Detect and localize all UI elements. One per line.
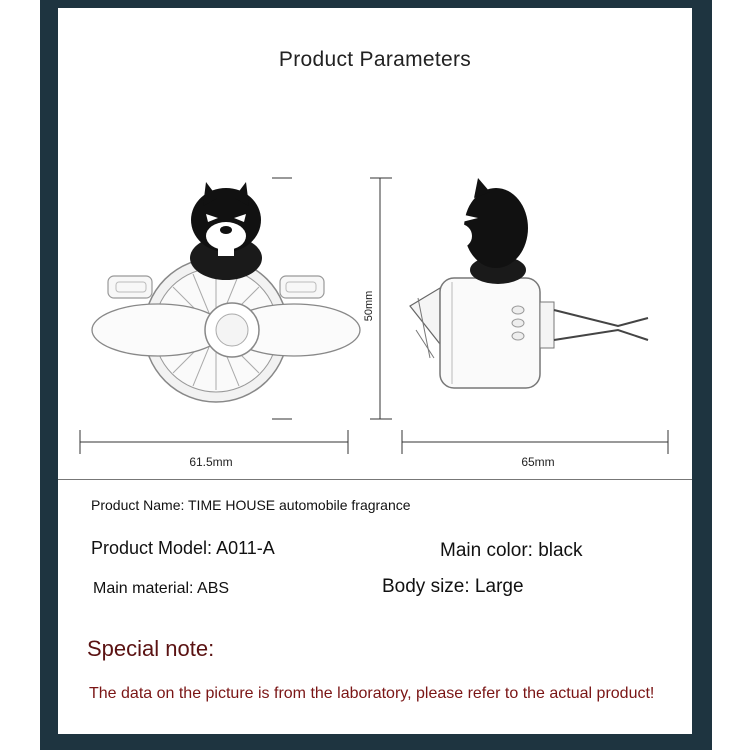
height-dimension-label: 50mm — [363, 290, 375, 322]
depth-dimension-label: 65mm — [521, 455, 555, 469]
main-color: Main color: black — [440, 540, 583, 561]
special-note-title: Special note: — [87, 636, 215, 661]
product-dimension-illustration — [58, 158, 692, 478]
front-view-illustration — [80, 178, 392, 469]
width-dimension-label: 61.5mm — [189, 455, 233, 469]
product-panel — [58, 8, 692, 734]
body-size: Body size: Large — [382, 576, 524, 597]
side-view-illustration — [402, 178, 668, 469]
page-title: Product Parameters — [278, 48, 472, 71]
section-divider — [58, 479, 692, 480]
product-model: Product Model: A011-A — [91, 538, 275, 558]
product-name: Product Name: TIME HOUSE automobile fragrance — [91, 497, 411, 513]
special-note-body: The data on the picture is from the laboratory, please refer to the actual product! — [89, 685, 655, 702]
main-material: Main material: ABS — [93, 580, 230, 597]
